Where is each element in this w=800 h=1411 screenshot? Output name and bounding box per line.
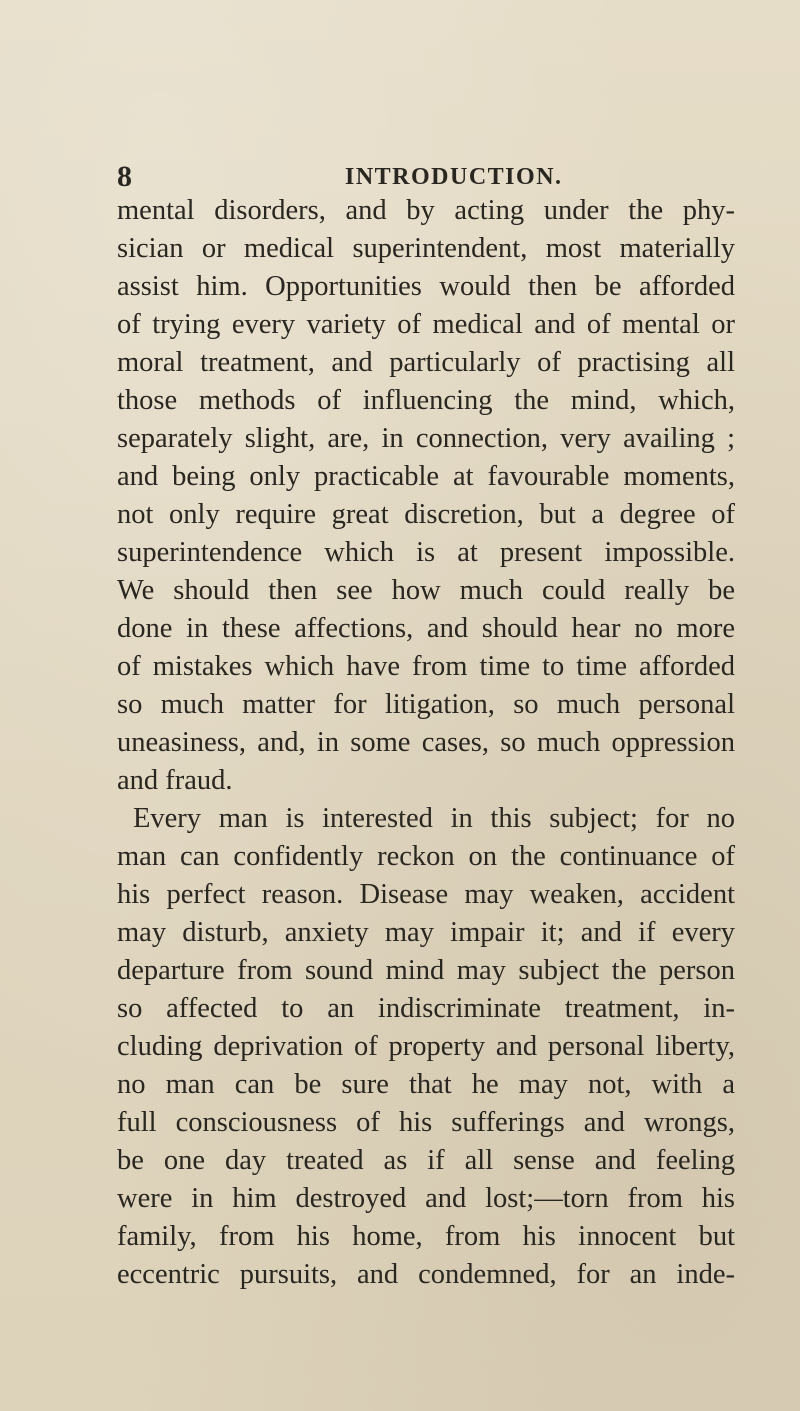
- text-line: uneasiness, and, in some cases, so much oppression: [117, 727, 735, 758]
- text-line: We should then see how much could really be: [117, 575, 735, 606]
- body-text: [117, 192, 735, 1294]
- text-line: man can confidently reckon on the continuance of: [117, 841, 735, 872]
- paragraph-end-line: and fraud.: [117, 765, 233, 796]
- text-line: separately slight, are, in connection, very availing ;: [117, 423, 735, 454]
- text-line: no man can be sure that he may not, with a: [117, 1069, 735, 1100]
- text-line: were in him destroyed and lost;—torn from his: [117, 1183, 735, 1214]
- text-line: not only require great discretion, but a degree of: [117, 499, 735, 530]
- text-line: cluding deprivation of property and personal liberty,: [117, 1031, 735, 1062]
- text-line: eccentric pursuits, and condemned, for an inde-: [117, 1259, 735, 1290]
- text-line: so affected to an indiscriminate treatment, in-: [117, 993, 735, 1024]
- text-line: and being only practicable at favourable moments,: [117, 461, 735, 492]
- text-line: of mistakes which have from time to time afforded: [117, 651, 735, 682]
- page-header: [117, 160, 737, 194]
- text-line: mental disorders, and by acting under the phy-: [117, 195, 735, 226]
- text-line: sician or medical superintendent, most materially: [117, 233, 735, 264]
- text-line: done in these affections, and should hear no more: [117, 613, 735, 644]
- text-line: assist him. Opportunities would then be afforded: [117, 271, 735, 302]
- text-line: may disturb, anxiety may impair it; and if every: [117, 917, 735, 948]
- text-line: his perfect reason. Disease may weaken, accident: [117, 879, 735, 910]
- text-line: so much matter for litigation, so much personal: [117, 689, 735, 720]
- text-line: family, from his home, from his innocent but: [117, 1221, 735, 1252]
- text-line: departure from sound mind may subject the person: [117, 955, 735, 986]
- paragraph-start-line: Every man is interested in this subject; for no: [133, 803, 735, 834]
- text-line: moral treatment, and particularly of practising all: [117, 347, 735, 378]
- text-line: of trying every variety of medical and of mental or: [117, 309, 735, 340]
- running-head: INTRODUCTION.: [345, 164, 563, 190]
- page-number: 8: [117, 160, 132, 193]
- text-line: full consciousness of his sufferings and wrongs,: [117, 1107, 735, 1138]
- text-line: be one day treated as if all sense and feeling: [117, 1145, 735, 1176]
- text-line: those methods of influencing the mind, which,: [117, 385, 735, 416]
- text-line: superintendence which is at present impossible.: [117, 537, 735, 568]
